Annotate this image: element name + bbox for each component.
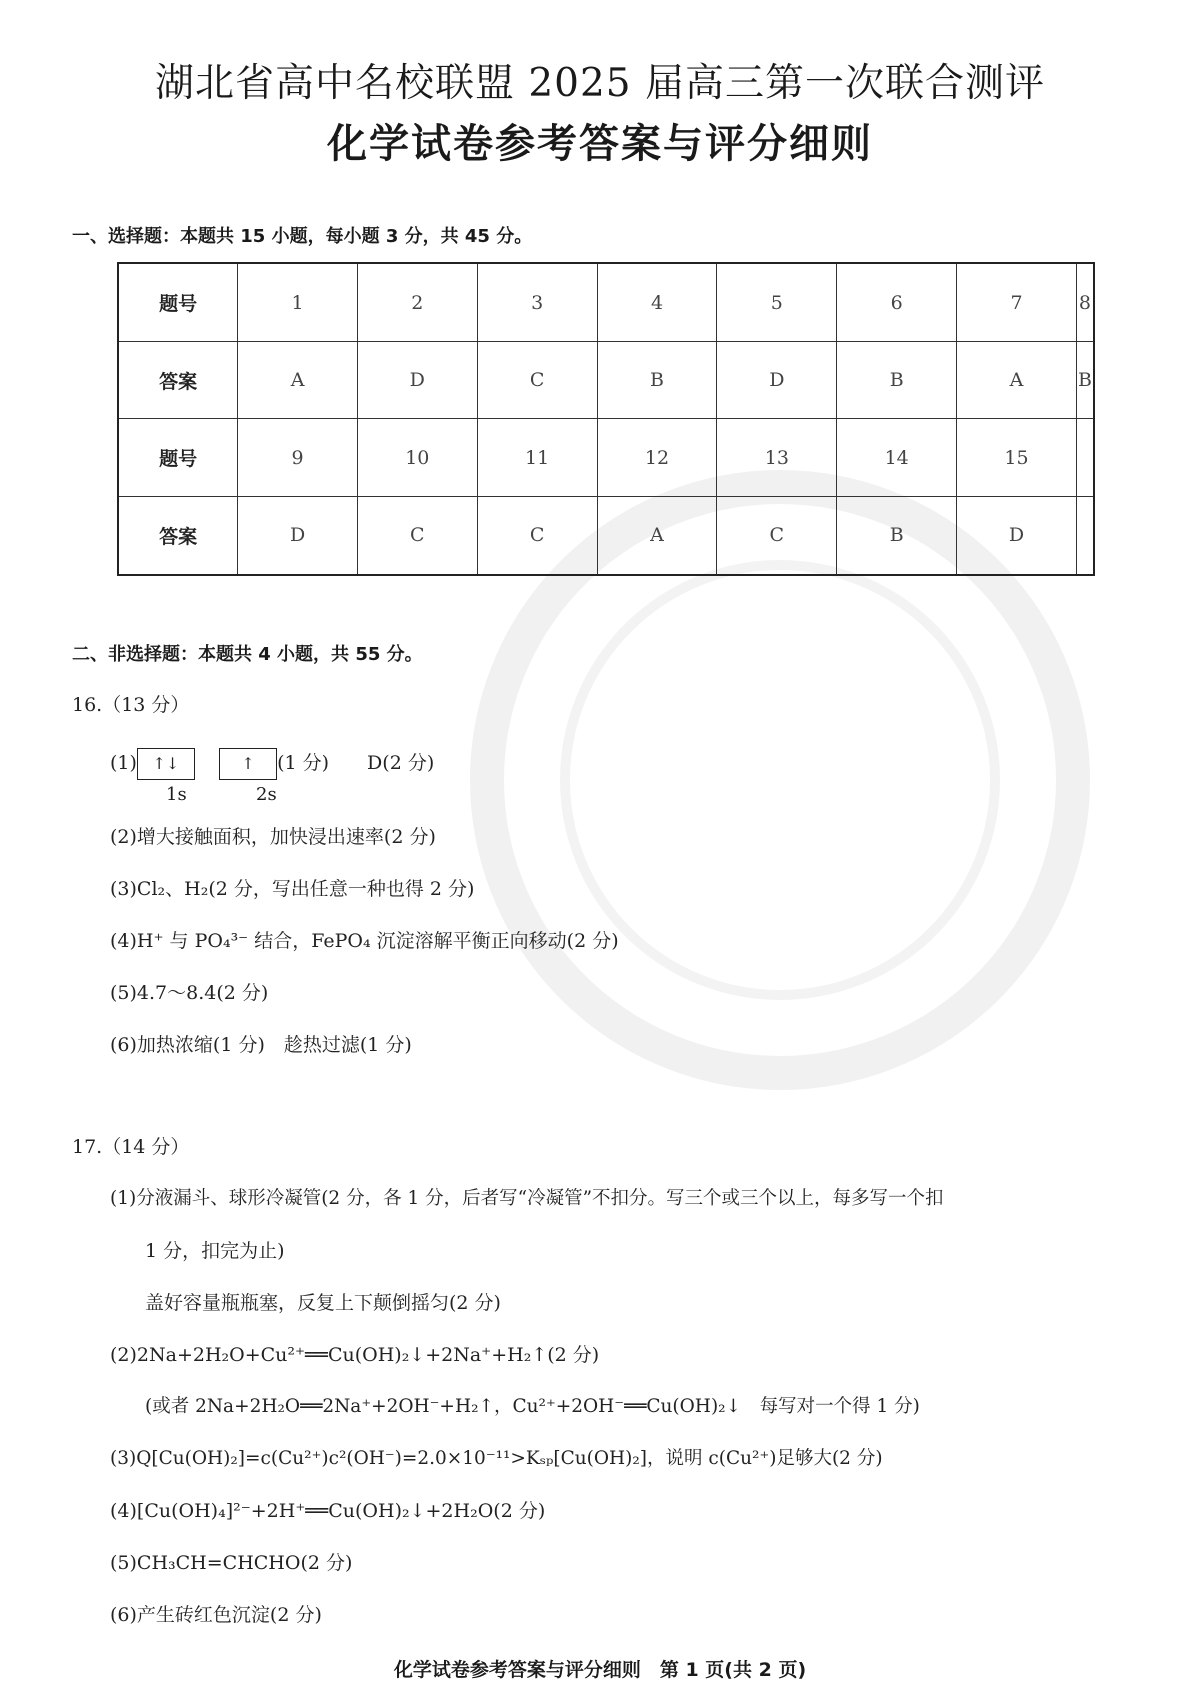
table-cell: 7 bbox=[957, 263, 1077, 342]
table-cell: A bbox=[597, 496, 717, 575]
table-cell: 题号 bbox=[118, 263, 238, 342]
q17-part2b: (或者 2Na+2H₂O══2Na⁺+2OH⁻+H₂↑，Cu²⁺+2OH⁻══Cu(OH)₂↓ 每写对一个得 1 分) bbox=[145, 1396, 920, 1417]
table-cell: 题号 bbox=[118, 419, 238, 496]
table-cell: B bbox=[837, 342, 957, 419]
table-cell: D bbox=[717, 342, 837, 419]
table-cell: 12 bbox=[597, 419, 717, 496]
table-cell: C bbox=[717, 496, 837, 575]
table-cell: 8 bbox=[1076, 263, 1094, 342]
table-cell: 4 bbox=[597, 263, 717, 342]
q17-part2a: (2)2Na+2H₂O+Cu²⁺══Cu(OH)₂↓+2Na⁺+H₂↑(2 分) bbox=[110, 1344, 600, 1366]
page-subtitle: 化学试卷参考答案与评分细则 bbox=[327, 121, 873, 167]
table-cell: 10 bbox=[357, 419, 477, 496]
q17-part1a: (1)分液漏斗、球形冷凝管(2 分，各 1 分，后者写“冷凝管”不扣分。写三个或三个以上，每多写一个扣 bbox=[110, 1188, 944, 1209]
table-cell: D bbox=[957, 496, 1077, 575]
table-cell bbox=[1076, 419, 1094, 496]
table-cell: 5 bbox=[717, 263, 837, 342]
q17-part3: (3)Q[Cu(OH)₂]=c(Cu²⁺)c²(OH⁻)=2.0×10⁻¹¹>Kₛₚ[Cu(OH)₂]，说明 c(Cu²⁺)足够大(2 分) bbox=[110, 1448, 883, 1469]
table-row bbox=[118, 263, 1094, 342]
table-cell: A bbox=[238, 342, 358, 419]
table-cell: 答案 bbox=[118, 342, 238, 419]
table-row bbox=[118, 419, 1094, 496]
table-cell: D bbox=[357, 342, 477, 419]
table-cell: C bbox=[477, 342, 597, 419]
q16-part1-suffix: (1 分) D(2 分) bbox=[277, 752, 435, 774]
q16-part6: (6)加热浓缩(1 分) 趁热过滤(1 分) bbox=[110, 1034, 412, 1056]
table-cell: A bbox=[957, 342, 1077, 419]
table-cell: B bbox=[837, 496, 957, 575]
table-cell: 13 bbox=[717, 419, 837, 496]
table-cell: 15 bbox=[957, 419, 1077, 496]
table-cell: C bbox=[477, 496, 597, 575]
q16-part1-prefix: (1) bbox=[110, 752, 137, 774]
q16-title: 16.（13 分） bbox=[72, 694, 190, 716]
orbital-label-2s: 2s bbox=[256, 784, 277, 805]
table-cell: 9 bbox=[238, 419, 358, 496]
page-footer: 化学试卷参考答案与评分细则 第 1 页(共 2 页) bbox=[393, 1659, 807, 1681]
q17-part1b: 1 分，扣完为止) bbox=[145, 1240, 285, 1262]
table-cell: B bbox=[597, 342, 717, 419]
table-row bbox=[118, 496, 1094, 575]
q17-part4: (4)[Cu(OH)₄]²⁻+2H⁺══Cu(OH)₂↓+2H₂O(2 分) bbox=[110, 1500, 546, 1522]
q16-part1 bbox=[110, 748, 434, 780]
q17-title: 17.（14 分） bbox=[72, 1136, 190, 1158]
q16-part3: (3)Cl₂、H₂(2 分，写出任意一种也得 2 分) bbox=[110, 878, 475, 900]
q16-part2: (2)增大接触面积，加快浸出速率(2 分) bbox=[110, 826, 436, 848]
orbital-box-2s: ↑ bbox=[219, 748, 277, 780]
table-cell: C bbox=[357, 496, 477, 575]
table-cell: B bbox=[1076, 342, 1094, 419]
section2-heading: 二、非选择题：本题共 4 小题，共 55 分。 bbox=[72, 644, 423, 665]
table-cell: 6 bbox=[837, 263, 957, 342]
page-title: 湖北省高中名校联盟 2025 届高三第一次联合测评 bbox=[154, 61, 1046, 106]
q17-part6: (6)产生砖红色沉淀(2 分) bbox=[110, 1604, 322, 1626]
orbital-box-1s: ↑↓ bbox=[137, 748, 195, 780]
q16-part5: (5)4.7～8.4(2 分) bbox=[110, 982, 269, 1004]
watermark-inner-ring bbox=[560, 560, 1000, 1000]
table-cell: D bbox=[238, 496, 358, 575]
table-cell: 2 bbox=[357, 263, 477, 342]
table-row bbox=[118, 342, 1094, 419]
table-cell bbox=[1076, 496, 1094, 575]
q16-part4: (4)H⁺ 与 PO₄³⁻ 结合，FePO₄ 沉淀溶解平衡正向移动(2 分) bbox=[110, 930, 619, 952]
q17-part5: (5)CH₃CH=CHCHO(2 分) bbox=[110, 1552, 353, 1574]
q17-part1c: 盖好容量瓶瓶塞，反复上下颠倒摇匀(2 分) bbox=[145, 1292, 501, 1314]
section1-heading: 一、选择题：本题共 15 小题，每小题 3 分，共 45 分。 bbox=[72, 226, 533, 247]
answer-table bbox=[117, 262, 1095, 576]
table-cell: 1 bbox=[238, 263, 358, 342]
table-cell: 答案 bbox=[118, 496, 238, 575]
table-cell: 14 bbox=[837, 419, 957, 496]
orbital-label-1s: 1s bbox=[166, 784, 187, 805]
table-cell: 3 bbox=[477, 263, 597, 342]
table-cell: 11 bbox=[477, 419, 597, 496]
